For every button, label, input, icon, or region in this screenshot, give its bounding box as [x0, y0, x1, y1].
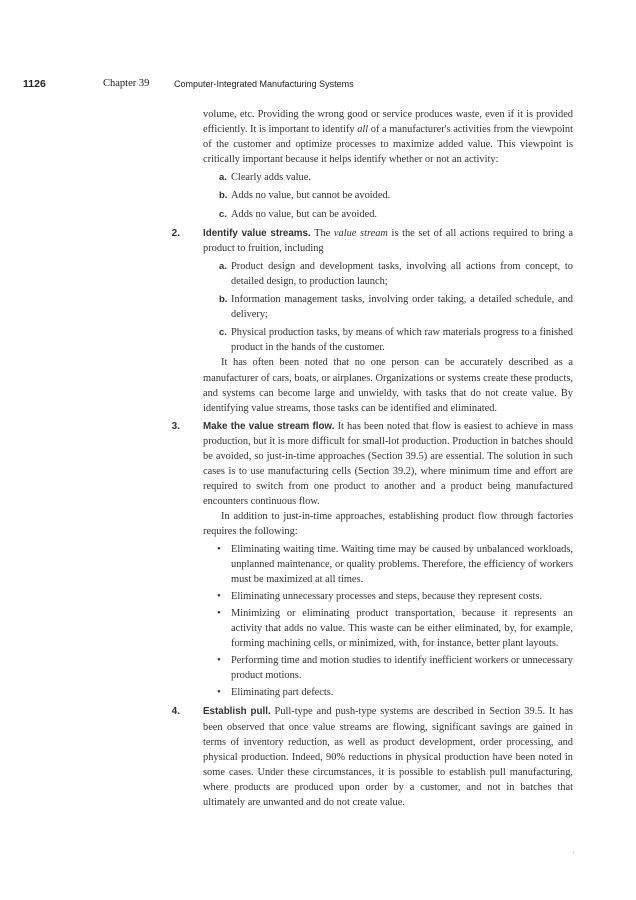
- item-paragraph: In addition to just-in-time approaches, establishing product flow through factories requires the following:: [203, 511, 573, 538]
- list-item: c. Adds no value, but can be avoided.: [219, 208, 378, 220]
- list-item: a. Clearly adds value.: [219, 172, 311, 184]
- list-item: • Eliminating waiting time. Waiting time may be caused by unbalanced workloads, unplanned maintenance, or quality problems. Therefore, the efficiency of workers must be maximized at all times.: [217, 542, 573, 585]
- item-heading: Identify value streams.: [203, 227, 311, 239]
- item-number: 4.: [171, 706, 180, 718]
- list-item: • Eliminating unnecessary processes and steps, because they represent costs.: [217, 589, 543, 602]
- item-heading: Make the value stream flow.: [203, 420, 335, 432]
- numbered-item-4: 4. Establish pull. Pull-type and push-type systems are described in Section 39.5. It has been observed that once value streams are flowing, significant savings are gained in terms of inventory reduction, as well as product development, order processing, and physical production. Indeed, 90% reductions in physical production have been noted in some cases. Under these circumstances, it is possible to establish pull manufacturing, where products are produced upon order by a customer, and not in batches that ultimately are unwanted and do not create value.: [203, 704, 573, 810]
- bullet-list: [203, 542, 573, 701]
- chapter-title: Computer-Integrated Manufacturing Systems: [174, 79, 354, 89]
- numbered-item-3: 3. Make the value stream flow. It has been noted that flow is easiest to achieve in mass production, but it is more difficult for small-lot production. Production in batches should be avoided, so just-in-time approaches (Section 39.5) are essential. The solution in such cases is to use manufacturing cells (Section 39.2), where minimum time and effort are required to switch from one product to another and a product being manufactured encounters continuous flow. In addition to just-in-time approaches, establishing product flow through factories requires the following: • Eliminating waiting time. Waiting time may be caused by unbalanced workloads, unplanned maintenance, or quality problems. Therefore, the efficiency of workers must be maximized at all times. • Eliminating unnecessary processes and steps, because they represent costs. • Minimizing or eliminating product transportation, because it represents an activity that adds no value. This waste can be either eliminated, by, for example, forming machining cells, or minimized, with, for instance, better plant layouts. • Performing time and motion studies to identify inefficient workers or unnecessary product motions. • Eliminating part defects.: [203, 419, 573, 701]
- list-item: b. Adds no value, but cannot be avoided.: [219, 190, 391, 202]
- item-heading: Establish pull.: [203, 706, 271, 718]
- list-item: • Minimizing or eliminating product transportation, because it represents an activity that adds no value. This waste can be either eliminated, by, for example, forming machining cells, or minimized, with, for instance, better plant layouts.: [217, 606, 573, 650]
- item-paragraph: It has often been noted that no one person can be accurately described as a manufacturer of cars, boats, or airplanes. Organizations or systems create these products, and systems can become large and unwieldy, with tasks that do not create value. By identifying value streams, those tasks can be identified and eliminated.: [203, 357, 573, 414]
- list-item: b. Information management tasks, involving order taking, a detailed schedule, and delivery;: [219, 294, 573, 321]
- item-number: 2.: [171, 227, 180, 239]
- list-item: • Eliminating part defects.: [217, 686, 334, 699]
- list-item: c. Physical production tasks, by means of which raw materials progress to a finished product in the hands of the customer.: [219, 327, 573, 354]
- scan-mark: ‘: [572, 850, 575, 859]
- page-body: [171, 107, 574, 810]
- numbered-item-2: 2. Identify value streams. The value stream is the set of all actions required to bring a product to fruition, including a. Product design and development tasks, involving all actions from concept, to detailed design, to production launch; b. Information management tasks, involving order taking, a detailed schedule, and delivery; c. Physical production tasks, by means of which raw materials progress to a finished product in the hands of the customer. It has often been noted that no one person can be accurately described as a manufacturer of cars, boats, or airplanes. Organizations or systems create these products, and systems can become large and unwieldy, with tasks that do not create value. By identifying value streams, those tasks can be identified and eliminated.: [203, 226, 573, 416]
- list-item: • Performing time and motion studies to identify inefficient workers or unnecessary product motions.: [217, 654, 573, 682]
- emphasis-all: all: [357, 124, 369, 136]
- page-number: 1126: [23, 78, 46, 90]
- list-item: a. Product design and development tasks, involving all actions from concept, to detailed design, to production launch;: [219, 260, 573, 287]
- item-number: 3.: [171, 420, 180, 432]
- intro-paragraph: volume, etc. Providing the wrong good or service produces waste, even if it is provided efficiently. It is important to identify all of a manufacturer's activities from the viewpoint of the customer and optimize processes to maximize added value. This viewpoint is critically important because it helps identify whether or not an activity:: [203, 109, 573, 166]
- intro-list: [203, 170, 573, 221]
- page-header: [23, 78, 616, 92]
- chapter-label: Chapter 39: [103, 78, 150, 89]
- emphasis-value-stream: value stream: [333, 227, 388, 239]
